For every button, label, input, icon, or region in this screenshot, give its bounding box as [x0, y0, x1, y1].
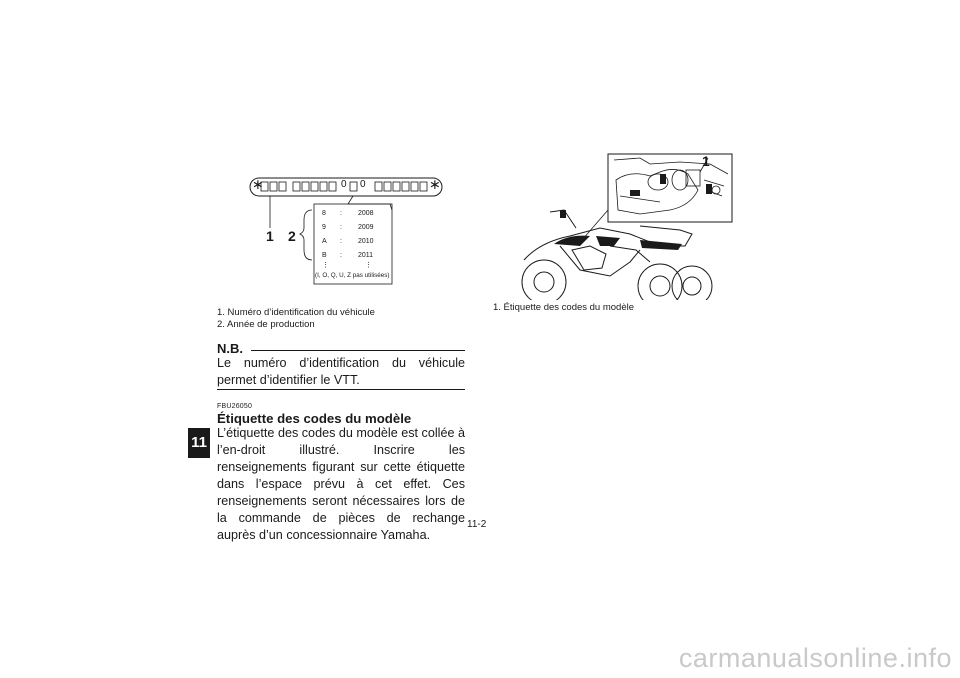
watermark: carmanualsonline.info	[678, 643, 952, 673]
year-code: 8	[322, 210, 326, 217]
note-title: N.B.	[217, 341, 243, 356]
year-sep: :	[340, 210, 342, 217]
vin-star-left: ∗	[252, 176, 264, 192]
year-code: 9	[322, 224, 326, 231]
page-number: 11-2	[467, 519, 487, 530]
atv-callout-1: 1	[702, 153, 710, 169]
year-value: 2009	[358, 224, 374, 231]
chapter-tab: 11	[188, 428, 210, 458]
ellipsis: ⋮	[365, 262, 372, 269]
year-code-table	[314, 204, 392, 284]
year-value: 2011	[358, 252, 374, 259]
atv-figure	[510, 150, 735, 300]
vin-caption-2: 2. Année de production	[217, 319, 315, 330]
atv-caption: 1. Étiquette des codes du modèle	[493, 302, 635, 313]
section-body: L’étiquette des codes du modèle est collée à l’en-droit illustré. Inscrire les renseignements figurant sur cette étiquette dans l’espace prévu à cet effet. Ces renseignements seront nécessaires lors de la commande de pièces de rechange auprès d’un concessionnaire Yamaha.	[217, 426, 465, 542]
unused-letters-note: (I, O, Q, U, Z pas utilisées)	[315, 272, 390, 279]
vin-zero-1: 0	[341, 179, 347, 190]
section-title: Étiquette des codes du modèle	[217, 411, 412, 426]
ellipsis: ⋮	[322, 262, 329, 269]
year-sep: :	[340, 252, 342, 259]
vin-zero-2: 0	[360, 179, 366, 190]
year-sep: :	[340, 238, 342, 245]
note-top-rule	[251, 350, 465, 351]
atv-illustration	[510, 150, 735, 300]
vin-figure	[240, 170, 450, 290]
vin-star-right: ∗	[429, 176, 441, 192]
year-value: 2008	[358, 210, 374, 217]
year-sep: :	[340, 224, 342, 231]
note-text: Le numéro d’identification du véhicule permet d’identifier le VTT.	[217, 356, 465, 387]
callout-1: 1	[266, 228, 274, 244]
year-value: 2010	[358, 238, 374, 245]
vin-caption-1: 1. Numéro d’identification du véhicule	[217, 307, 375, 318]
reference-code: FBU26050	[217, 403, 253, 410]
year-code: B	[322, 252, 327, 259]
note-bottom-rule	[217, 389, 465, 390]
callout-2: 2	[288, 228, 296, 244]
year-code: A	[322, 238, 327, 245]
